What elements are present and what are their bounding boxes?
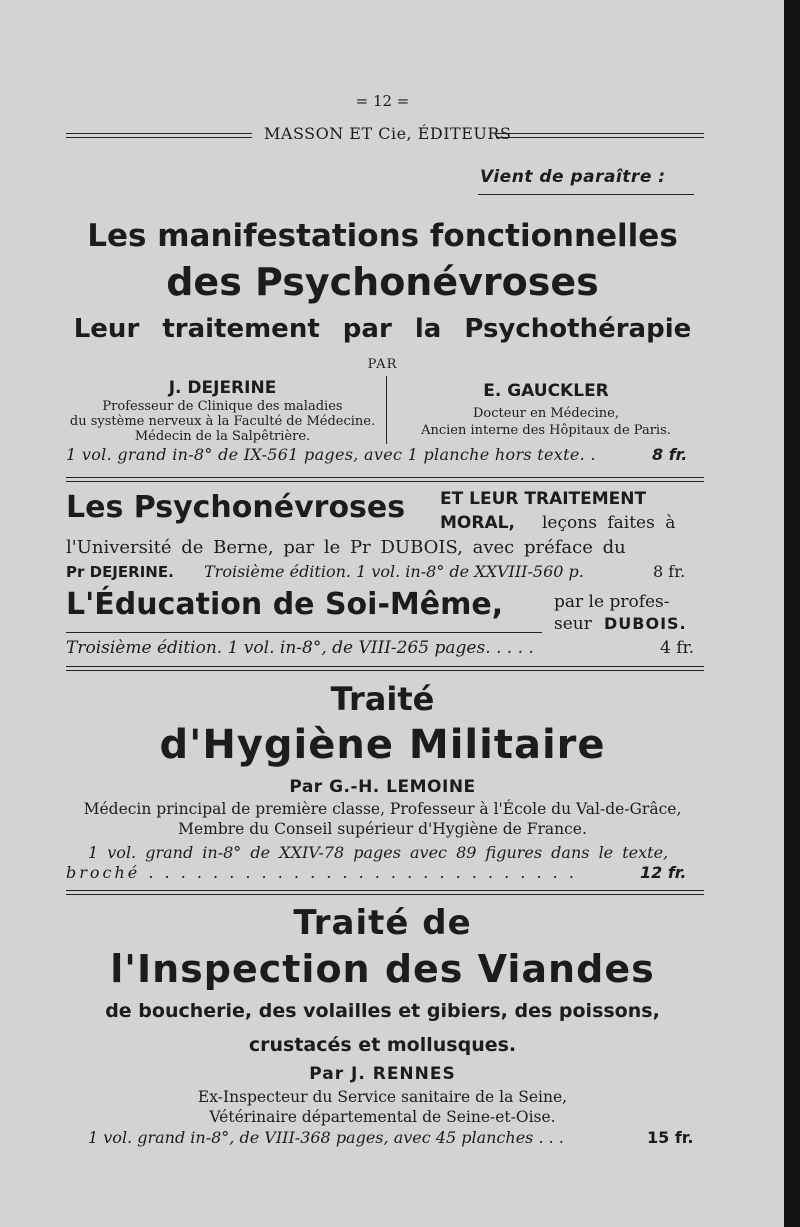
scan-edge: [784, 0, 800, 1227]
section-rule: [66, 666, 704, 671]
author1-block: [60, 377, 385, 444]
author2-role2: Ancien interne des Hôpitaux de Paris.: [421, 423, 671, 438]
book2-line4a: Pr DEJERINE.: [66, 563, 174, 581]
book1-price: 8 fr.: [652, 445, 688, 464]
book1-title-line2: des Psychonévroses: [166, 260, 599, 304]
book2-line3: l'Université de Berne, par le Pr DUBOIS, avec préface du: [66, 537, 626, 558]
book4-author: Par G.-H. LEMOINE: [289, 777, 476, 797]
book5-details: 1 vol. grand in-8°, de VIII-368 pages, avec 45 planches . . .: [88, 1128, 564, 1147]
book3-author: DUBOIS.: [604, 614, 687, 633]
book4-title-line2: d'Hygiène Militaire: [159, 722, 606, 768]
book4-title-line1: Traité: [330, 680, 435, 718]
book5-title-line2: l'Inspection des Viandes: [110, 947, 655, 991]
book5-subtitle2: crustacés et mollusques.: [248, 1034, 517, 1056]
book4-details1: 1 vol. grand in-8° de XXIV-78 pages avec 89 figures dans le texte,: [88, 843, 669, 862]
book4-details2: broché . . . . . . . . . . . . . . . . . . . . . . . . . . .: [66, 863, 577, 882]
book3-side2a: seur: [554, 614, 592, 634]
publisher-name: MASSON ET Cie, ÉDITEURS: [264, 124, 512, 143]
book5-author: Par J. RENNES: [309, 1064, 456, 1084]
new-release-label: Vient de paraître :: [480, 167, 666, 187]
author2-block: [390, 380, 702, 438]
book3-side1: par le profes-: [554, 592, 670, 612]
book3-details: Troisième édition. 1 vol. in-8°, de VIII-265 pages. . . . .: [66, 638, 534, 658]
book2-subtitle2a: MORAL,: [440, 513, 515, 533]
book2-title: Les Psychonévroses: [66, 490, 406, 525]
book5-subtitle1: de boucherie, des volailles et gibiers, des poissons,: [105, 1000, 660, 1022]
author1-role1: Professeur de Clinique des maladies: [102, 399, 343, 414]
by-label: PAR: [367, 357, 398, 372]
announce-underline: [478, 194, 694, 195]
author1-role2: du système nerveux à la Faculté de Médecine.: [69, 414, 376, 429]
author2-role1: Docteur en Médecine,: [472, 406, 620, 421]
book3-underline: [66, 632, 542, 633]
section-rule: [66, 477, 704, 482]
book3-title: L'Éducation de Soi-Même,: [66, 587, 504, 622]
book5-price: 15 fr.: [647, 1128, 694, 1147]
book1-details: 1 vol. grand in-8° de IX-561 pages, avec 1 planche hors texte. .: [66, 445, 596, 464]
header-rule-left: [66, 133, 252, 138]
author-divider: [386, 376, 387, 444]
author1-role3: Médecin de la Salpêtrière.: [134, 429, 311, 444]
book5-title-line1: Traité de: [293, 903, 472, 943]
section-rule: [66, 890, 704, 895]
book2-price: 8 fr.: [653, 562, 686, 581]
book2-line4b: Troisième édition. 1 vol. in-8° de XXVIII-560 p.: [204, 562, 584, 581]
book5-desc1: Ex-Inspecteur du Service sanitaire de la Seine,: [197, 1088, 568, 1106]
book2-subtitle2b: leçons faites à: [542, 513, 676, 533]
author1-name: J. DEJERINE: [168, 378, 277, 398]
book4-price: 12 fr.: [640, 863, 687, 882]
book4-desc2: Membre du Conseil supérieur d'Hygiène de France.: [178, 820, 587, 838]
book5-desc2: Vétérinaire départemental de Seine-et-Oise.: [209, 1108, 556, 1126]
book2-subtitle1: ET LEUR TRAITEMENT: [440, 489, 647, 509]
page-number: = 12 =: [355, 92, 410, 110]
book3-price: 4 fr.: [660, 638, 695, 658]
header-rule-right: [496, 133, 704, 138]
author2-name: E. GAUCKLER: [483, 381, 609, 401]
book4-desc1: Médecin principal de première classe, Professeur à l'École du Val-de-Grâce,: [83, 800, 682, 818]
book1-title-line3: Leur traitement par la Psychothérapie: [73, 314, 692, 344]
book1-title-line1: Les manifestations fonctionnelles: [87, 218, 678, 254]
